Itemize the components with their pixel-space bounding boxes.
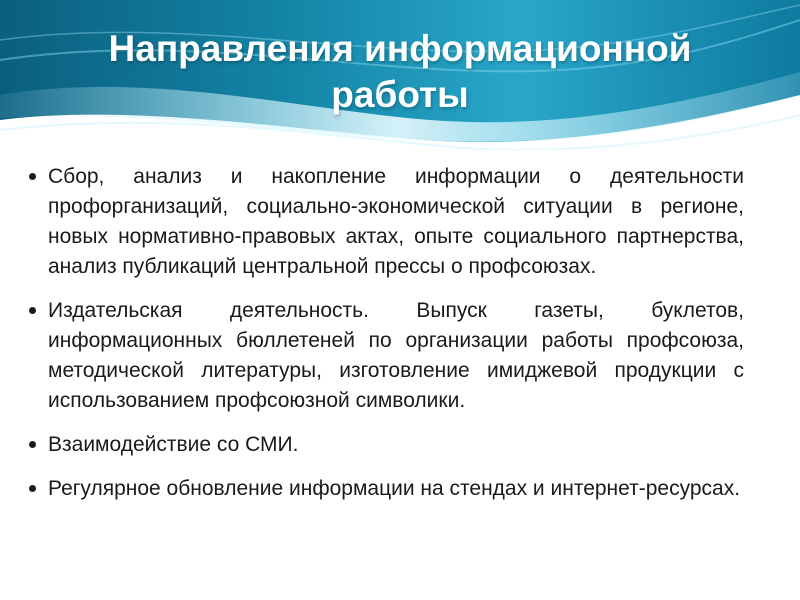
list-item [22, 430, 744, 460]
bullet-list [22, 162, 744, 518]
header-banner [0, 0, 800, 150]
bullet-icon [29, 485, 36, 492]
list-item-text: Регулярное обновление информации на стендах и интернет-ресурсах. [48, 477, 741, 500]
slide-title: Направления информационной работы [108, 28, 692, 115]
list-item-text: Издательская деятельность. Выпуск газеты, буклетов, информационных бюллетеней по организации работы профсоюза, методической литературы, изготовление имиджевой продукции с использованием профсоюзной символики. [48, 299, 744, 412]
list-item-text: Взаимодействие со СМИ. [48, 433, 299, 456]
list-item [22, 296, 744, 416]
bullet-icon [29, 173, 36, 180]
bullet-icon [29, 441, 36, 448]
list-item [22, 162, 744, 282]
list-item-text: Сбор, анализ и накопление информации о деятельности профорганизаций, социально-экономической ситуации в регионе, новых нормативно-правовых актах, опыте социального партнерства, анализ публикаций центральной прессы о профсоюзах. [48, 165, 744, 278]
list-item [22, 474, 744, 504]
bullet-icon [29, 307, 36, 314]
